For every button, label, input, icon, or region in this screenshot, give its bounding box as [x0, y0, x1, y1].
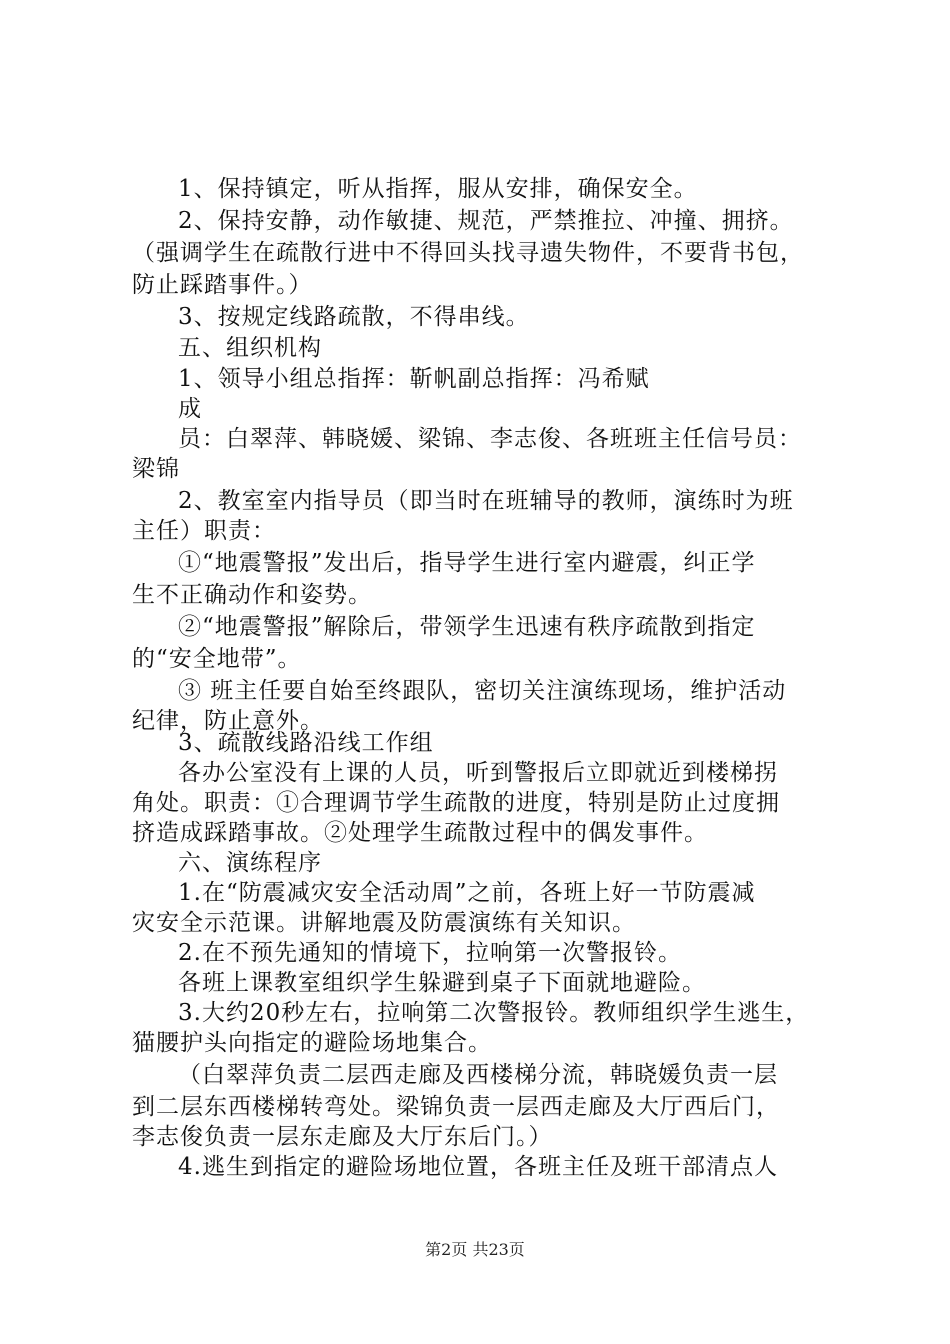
text-line: ①“地震警报”发出后，指导学生进行室内避震，纠正学 [178, 550, 756, 576]
text-line: ③ 班主任要自始至终跟队，密切关注演练现场，维护活动 [178, 678, 787, 704]
text-line: 灾安全示范课。讲解地震及防震演练有关知识。 [132, 910, 636, 936]
text-line: 各班上课教室组织学生躲避到桌子下面就地避险。 [178, 970, 706, 996]
text-line: 李志俊负责一层东走廊及大厅东后门。） [132, 1124, 553, 1150]
text-line: 员：白翠萍、韩晓媛、梁锦、李志俊、各班班主任信号员： [178, 426, 802, 452]
text-line: 纪律，防止意外。 [132, 708, 324, 734]
text-line: 3、按规定线路疏散，不得串线。 [178, 304, 530, 330]
text-line: 3、疏散线路沿线工作组 [178, 730, 434, 756]
text-line: 到二层东西楼梯转弯处。梁锦负责一层西走廊及大厅西后门， [132, 1094, 780, 1120]
section-heading: 五、组织机构 [178, 335, 322, 361]
text-line: 2、教室室内指导员（即当时在班辅导的教师，演练时为班 [178, 488, 794, 514]
text-line: 成 [178, 396, 202, 422]
text-line: （强调学生在疏散行进中不得回头找寻遗失物件，不要背书包， [132, 240, 804, 266]
text-line: 1、领导小组总指挥：靳帆副总指挥：冯希赋 [178, 366, 650, 392]
text-line: 4.逃生到指定的避险场地位置，各班主任及班干部清点人 [178, 1154, 778, 1180]
text-line: 1、保持镇定，听从指挥，服从安排，确保安全。 [178, 176, 698, 202]
text-line: 生不正确动作和姿势。 [132, 582, 372, 608]
text-line: 的“安全地带”。 [132, 646, 302, 672]
text-line: 挤造成踩踏事故。②处理学生疏散过程中的偶发事件。 [132, 820, 708, 846]
text-line: 角处。职责：①合理调节学生疏散的进度，特别是防止过度拥 [132, 790, 780, 816]
text-line: 3.大约20秒左右，拉响第二次警报铃。教师组织学生逃生， [178, 1000, 810, 1026]
page-number-footer: 第2页 共23页 [425, 1240, 525, 1259]
text-line: 主任）职责： [132, 518, 276, 544]
text-line: 2.在不预先通知的情境下，拉响第一次警报铃。 [178, 940, 682, 966]
text-line: 各办公室没有上课的人员，听到警报后立即就近到楼梯拐 [178, 760, 778, 786]
text-line: （白翠萍负责二层西走廊及西楼梯分流，韩晓媛负责一层 [178, 1062, 778, 1088]
text-line: 1.在“防震减灾安全活动周”之前，各班上好一节防震减 [178, 880, 756, 906]
section-heading: 六、演练程序 [178, 850, 322, 876]
text-line: 猫腰护头向指定的避险场地集合。 [132, 1030, 492, 1056]
text-line: ②“地震警报”解除后，带领学生迅速有秩序疏散到指定 [178, 614, 756, 640]
text-line: 2、保持安静，动作敏捷、规范，严禁推拉、冲撞、拥挤。 [178, 208, 794, 234]
text-line: 梁锦 [132, 456, 180, 482]
text-line: 防止踩踏事件。） [132, 272, 313, 298]
